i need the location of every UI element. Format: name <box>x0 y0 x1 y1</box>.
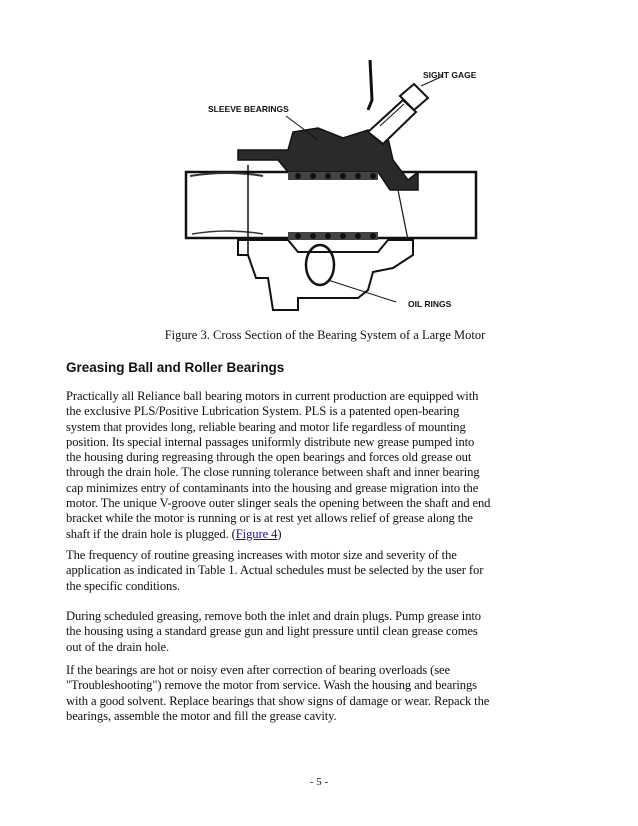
paragraph-pls <box>66 389 491 542</box>
label-sight-gage: SIGHT GAGE <box>423 70 477 80</box>
page-number: - 5 - <box>309 776 329 788</box>
label-oil-rings: OIL RINGS <box>408 299 452 309</box>
section-heading: Greasing Ball and Roller Bearings <box>66 360 285 375</box>
paragraph-pls-close: ) <box>277 526 282 541</box>
figure-caption: Figure 3. Cross Section of the Bearing System of a Large Motor <box>164 328 486 342</box>
paragraph-hot-bearings: If the bearings are hot or noisy even after correction of bearing overloads (see "Troubleshooting") remove the motor from service. Wash the housing and bearings with a good solvent. Replace bearings that show signs of damage or wear. Repack the bearings, assemble the motor and fill the grease cavity. <box>66 663 490 723</box>
paragraph-scheduled-greasing: During scheduled greasing, remove both the inlet and drain plugs. Pump grease into the housing using a standard grease gun and light pressure until clean grease comes out of the drain hole. <box>66 609 481 654</box>
label-sleeve-bearings: SLEEVE BEARINGS <box>208 104 289 114</box>
sight-gage <box>368 84 428 144</box>
paragraph-pls-text: Practically all Reliance ball bearing motors in current production are equipped with the exclusive PLS/Positive Lubrication System. PLS is a patented open-bearing system that provides long, reliable bearing and motor life regardless of mounting position. Its special internal passages uniformly distribute new grease pumped into the housing during regreasing through the open bearings and forces old grease out through the drain hole. The close running tolerance between shaft and inner bearing cap minimizes entry of contaminants into the housing and grease migration into the motor. The unique V-groove outer slinger seals the opening between the shaft and end bracket while the motor is running or is at rest yet allows relief of grease along the shaft if the drain hole is plugged. ( <box>66 389 491 541</box>
bearing-cross-section-figure <box>168 40 488 320</box>
shaft <box>186 172 476 238</box>
figure-4-link[interactable]: Figure 4 <box>235 526 278 541</box>
paragraph-frequency: The frequency of routine greasing increases with motor size and severity of the application as indicated in Table 1. Actual schedules must be selected by the user for the specific conditions. <box>66 548 484 593</box>
